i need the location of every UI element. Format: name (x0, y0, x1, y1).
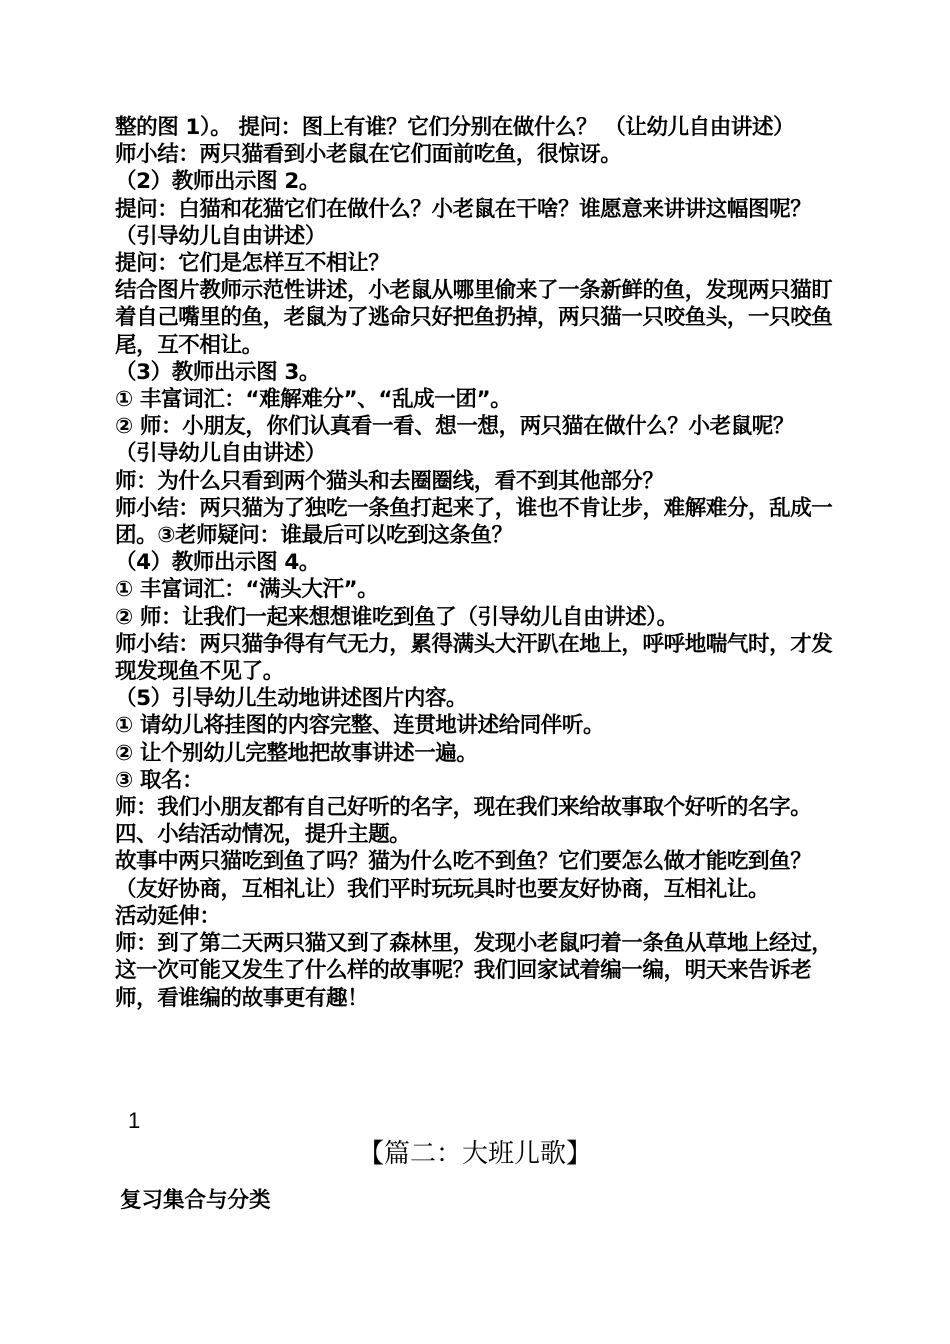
paragraph: ① 丰富词汇：“难解难分”、“乱成一团”。 (115, 387, 512, 413)
paragraph: 活动延伸： (115, 903, 221, 929)
paragraph: （2）教师出示图 2。 (115, 169, 321, 195)
paragraph: 提问：它们是怎样互不相让？ (115, 251, 390, 277)
page-number: 1 (128, 1108, 141, 1133)
paragraph: 结合图片教师示范性讲述，小老鼠从哪里偷来了一条新鲜的鱼，发现两只猫盯着自己嘴里的鱼，老鼠为了逃命只好把鱼扔掉，两只猫一只咬鱼头，一只咬鱼尾，互不相让。 (115, 278, 833, 358)
paragraph: 师小结：两只猫看到小老鼠在它们面前吃鱼，很惊讶。 (115, 142, 622, 168)
paragraph: ③ 取名： (115, 767, 204, 793)
paragraph: ② 师：小朋友，你们认真看一看、想一想，两只猫在做什么？小老鼠呢？ （引导幼儿自由讲述） (115, 414, 794, 467)
paragraph: ② 让个别幼儿完整地把故事讲述一遍。 (115, 740, 478, 766)
paragraph: 师：到了第二天两只猫又到了森林里，发现小老鼠叼着一条鱼从草地上经过，这一次可能又发生了什么样的故事呢？我们回家试着编一编，明天来告诉老师，看谁编的故事更有趣！ (115, 931, 833, 1011)
body-text (115, 114, 840, 1012)
paragraph: 师：我们小朋友都有自己好听的名字，现在我们来给故事取个好听的名字。 (115, 795, 812, 821)
paragraph: 故事中两只猫吃到鱼了吗？猫为什么吃不到鱼？它们要怎么做才能吃到鱼？ （友好协商，互相礼让）我们平时玩玩具时也要友好协商，互相礼让。 (115, 849, 812, 902)
section-subtitle: 复习集合与分类 (120, 1188, 271, 1213)
paragraph: 师：为什么只看到两个猫头和去圈圈线，看不到其他部分？ (115, 468, 664, 494)
paragraph: 师小结：两只猫为了独吃一条鱼打起来了，谁也不肯让步，难解难分，乱成一团。③老师疑问：谁最后可以吃到这条鱼？ (115, 495, 833, 549)
paragraph: 师小结：两只猫争得有气无力，累得满头大汗趴在地上，呼呼地喘气时，才发现发现鱼不见了。 (115, 631, 833, 685)
paragraph: 提问：白猫和花猫它们在做什么？小老鼠在干啥？谁愿意来讲讲这幅图呢？ （引导幼儿自由讲述） (115, 196, 812, 249)
section-title: 【篇二：大班儿歌】 (357, 1139, 592, 1169)
paragraph: （4）教师出示图 4。 (115, 550, 321, 576)
paragraph: ① 请幼儿将挂图的内容完整、连贯地讲述给同伴听。 (115, 713, 605, 739)
paragraph: ② 师：让我们一起来想想谁吃到鱼了（引导幼儿自由讲述）。 (115, 604, 678, 630)
paragraph: 四、小结活动情况，提升主题。 (115, 822, 411, 848)
paragraph: ① 丰富词汇：“满头大汗”。 (115, 577, 379, 603)
paragraph: （5）引导幼儿生动地讲述图片内容。 (115, 686, 468, 712)
paragraph: （3）教师出示图 3。 (115, 359, 321, 385)
paragraph: 整的图 1）。 提问：图上有谁？它们分别在做什么？ （让幼儿自由讲述） (115, 115, 795, 140)
